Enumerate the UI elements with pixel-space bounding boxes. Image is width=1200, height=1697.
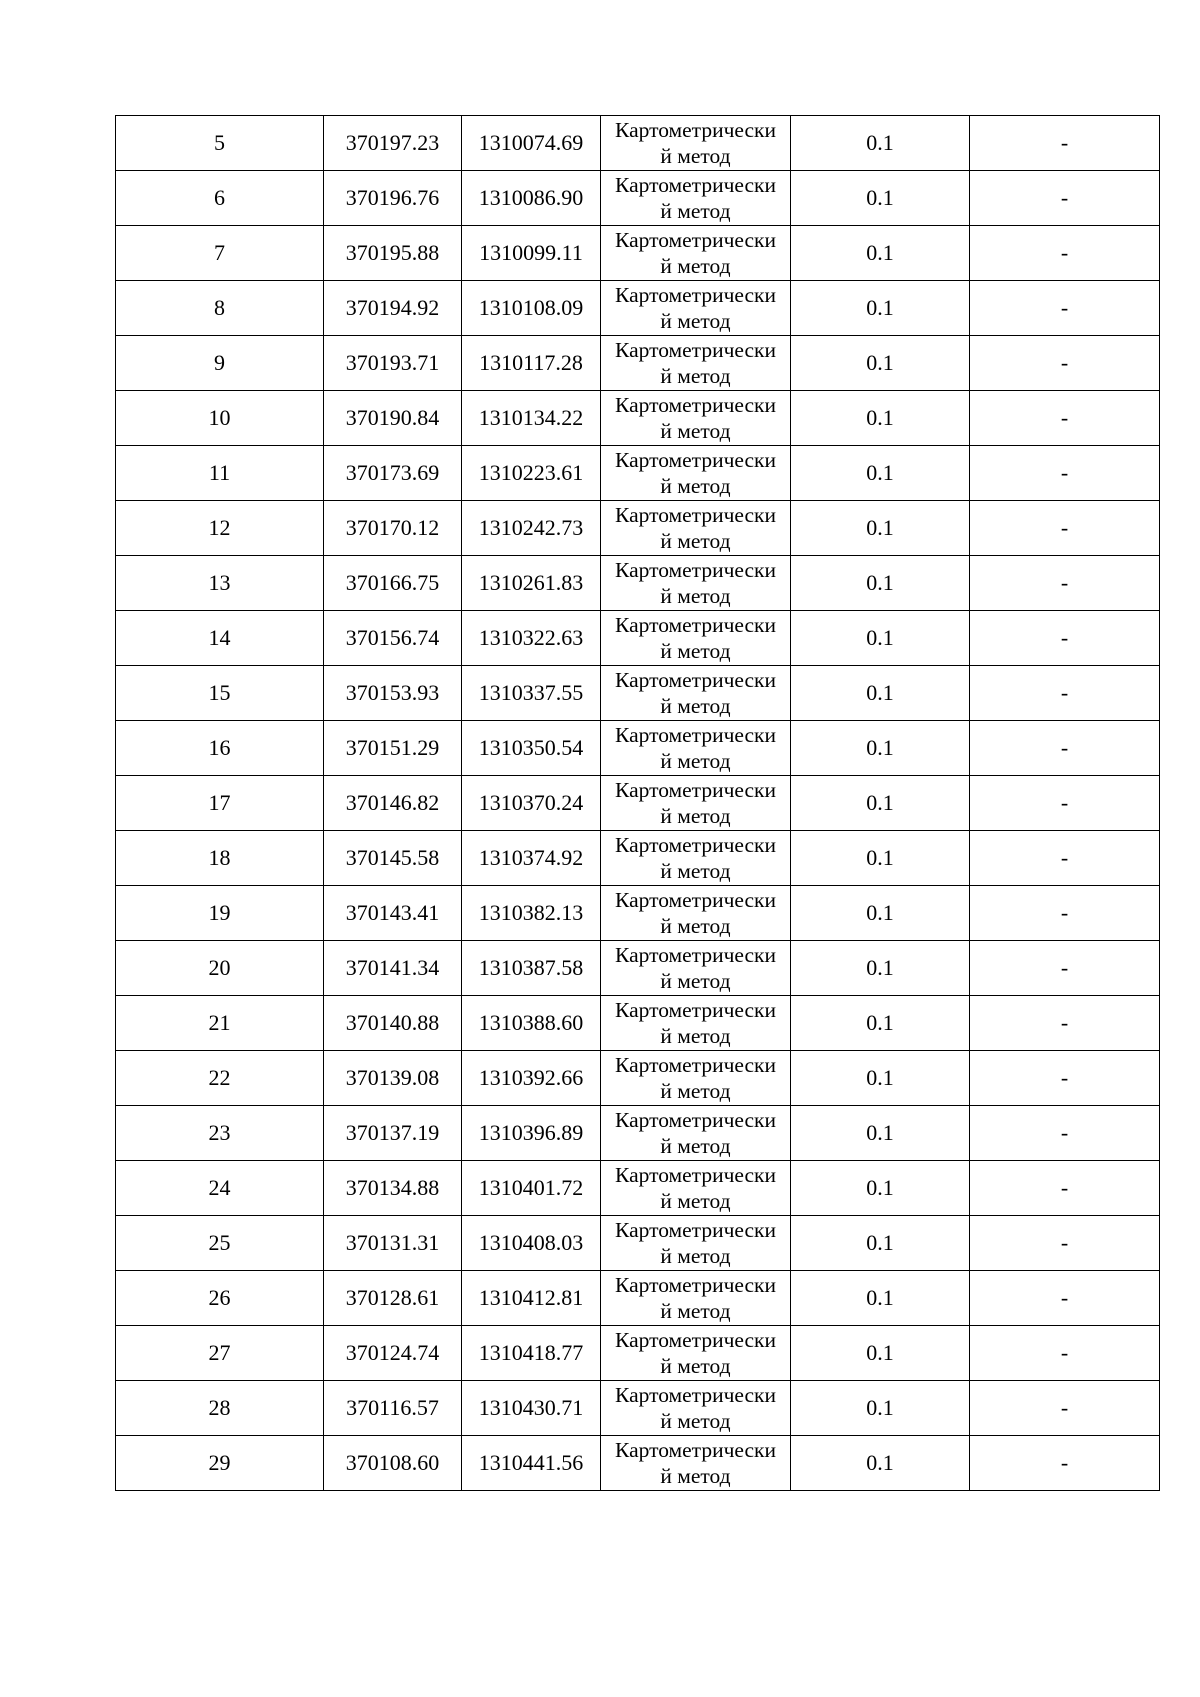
note-cell: - xyxy=(970,446,1160,501)
method-line-2: й метод xyxy=(660,144,731,168)
x-coordinate-cell: 370146.82 xyxy=(324,776,462,831)
method-line-1: Картометрически xyxy=(615,778,776,802)
method-line-1: Картометрически xyxy=(615,283,776,307)
accuracy-cell: 0.1 xyxy=(791,1161,970,1216)
accuracy-cell: 0.1 xyxy=(791,721,970,776)
accuracy-cell: 0.1 xyxy=(791,391,970,446)
x-coordinate-cell: 370194.92 xyxy=(324,281,462,336)
method-line-1: Картометрически xyxy=(615,833,776,857)
point-number-cell: 9 xyxy=(116,336,324,391)
method-line-1: Картометрически xyxy=(615,558,776,582)
note-cell: - xyxy=(970,391,1160,446)
method-cell xyxy=(601,996,791,1051)
method-cell xyxy=(601,666,791,721)
accuracy-cell: 0.1 xyxy=(791,1216,970,1271)
note-cell: - xyxy=(970,1216,1160,1271)
y-coordinate-cell: 1310223.61 xyxy=(462,446,601,501)
method-line-2: й метод xyxy=(660,309,731,333)
x-coordinate-cell: 370197.23 xyxy=(324,116,462,171)
note-cell: - xyxy=(970,776,1160,831)
table-row xyxy=(116,1051,1160,1106)
method-line-1: Картометрически xyxy=(615,668,776,692)
y-coordinate-cell: 1310374.92 xyxy=(462,831,601,886)
method-cell xyxy=(601,281,791,336)
table-row xyxy=(116,776,1160,831)
table-row xyxy=(116,1271,1160,1326)
note-cell: - xyxy=(970,1161,1160,1216)
method-line-2: й метод xyxy=(660,969,731,993)
y-coordinate-cell: 1310401.72 xyxy=(462,1161,601,1216)
accuracy-cell: 0.1 xyxy=(791,776,970,831)
table-row xyxy=(116,941,1160,996)
table-row xyxy=(116,226,1160,281)
accuracy-cell: 0.1 xyxy=(791,831,970,886)
note-cell: - xyxy=(970,831,1160,886)
method-cell xyxy=(601,831,791,886)
x-coordinate-cell: 370196.76 xyxy=(324,171,462,226)
method-cell xyxy=(601,1106,791,1161)
note-cell: - xyxy=(970,886,1160,941)
point-number-cell: 29 xyxy=(116,1436,324,1491)
method-cell xyxy=(601,1436,791,1491)
note-cell: - xyxy=(970,171,1160,226)
point-number-cell: 5 xyxy=(116,116,324,171)
table-row xyxy=(116,391,1160,446)
method-line-1: Картометрически xyxy=(615,1108,776,1132)
method-line-2: й метод xyxy=(660,694,731,718)
accuracy-cell: 0.1 xyxy=(791,1106,970,1161)
method-line-2: й метод xyxy=(660,859,731,883)
x-coordinate-cell: 370108.60 xyxy=(324,1436,462,1491)
method-cell xyxy=(601,1161,791,1216)
method-line-2: й метод xyxy=(660,1024,731,1048)
method-line-1: Картометрически xyxy=(615,1053,776,1077)
method-line-1: Картометрически xyxy=(615,338,776,362)
x-coordinate-cell: 370128.61 xyxy=(324,1271,462,1326)
coordinates-table-body xyxy=(116,116,1160,1491)
table-row xyxy=(116,611,1160,666)
note-cell: - xyxy=(970,1381,1160,1436)
method-cell xyxy=(601,391,791,446)
method-line-1: Картометрически xyxy=(615,613,776,637)
note-cell: - xyxy=(970,941,1160,996)
method-cell xyxy=(601,886,791,941)
table-row xyxy=(116,446,1160,501)
note-cell: - xyxy=(970,281,1160,336)
note-cell: - xyxy=(970,1106,1160,1161)
point-number-cell: 14 xyxy=(116,611,324,666)
method-line-2: й метод xyxy=(660,1299,731,1323)
table-row xyxy=(116,171,1160,226)
point-number-cell: 12 xyxy=(116,501,324,556)
note-cell: - xyxy=(970,1051,1160,1106)
method-line-2: й метод xyxy=(660,1134,731,1158)
point-number-cell: 16 xyxy=(116,721,324,776)
x-coordinate-cell: 370153.93 xyxy=(324,666,462,721)
method-line-2: й метод xyxy=(660,1079,731,1103)
method-line-2: й метод xyxy=(660,474,731,498)
y-coordinate-cell: 1310337.55 xyxy=(462,666,601,721)
accuracy-cell: 0.1 xyxy=(791,336,970,391)
y-coordinate-cell: 1310108.09 xyxy=(462,281,601,336)
method-line-1: Картометрически xyxy=(615,393,776,417)
point-number-cell: 21 xyxy=(116,996,324,1051)
method-line-1: Картометрически xyxy=(615,723,776,747)
x-coordinate-cell: 370140.88 xyxy=(324,996,462,1051)
table-row xyxy=(116,1216,1160,1271)
y-coordinate-cell: 1310261.83 xyxy=(462,556,601,611)
note-cell: - xyxy=(970,556,1160,611)
x-coordinate-cell: 370139.08 xyxy=(324,1051,462,1106)
method-cell xyxy=(601,1051,791,1106)
method-cell xyxy=(601,116,791,171)
accuracy-cell: 0.1 xyxy=(791,611,970,666)
accuracy-cell: 0.1 xyxy=(791,1271,970,1326)
point-number-cell: 28 xyxy=(116,1381,324,1436)
method-line-1: Картометрически xyxy=(615,1438,776,1462)
method-line-1: Картометрически xyxy=(615,1218,776,1242)
method-cell xyxy=(601,556,791,611)
x-coordinate-cell: 370193.71 xyxy=(324,336,462,391)
method-line-2: й метод xyxy=(660,254,731,278)
y-coordinate-cell: 1310408.03 xyxy=(462,1216,601,1271)
method-cell xyxy=(601,721,791,776)
point-number-cell: 15 xyxy=(116,666,324,721)
method-line-1: Картометрически xyxy=(615,1383,776,1407)
method-cell xyxy=(601,171,791,226)
point-number-cell: 6 xyxy=(116,171,324,226)
note-cell: - xyxy=(970,1271,1160,1326)
table-row xyxy=(116,1326,1160,1381)
y-coordinate-cell: 1310086.90 xyxy=(462,171,601,226)
point-number-cell: 20 xyxy=(116,941,324,996)
coordinates-table xyxy=(115,115,1160,1491)
x-coordinate-cell: 370141.34 xyxy=(324,941,462,996)
y-coordinate-cell: 1310350.54 xyxy=(462,721,601,776)
accuracy-cell: 0.1 xyxy=(791,281,970,336)
point-number-cell: 8 xyxy=(116,281,324,336)
accuracy-cell: 0.1 xyxy=(791,501,970,556)
method-line-1: Картометрически xyxy=(615,228,776,252)
y-coordinate-cell: 1310382.13 xyxy=(462,886,601,941)
y-coordinate-cell: 1310392.66 xyxy=(462,1051,601,1106)
table-row xyxy=(116,886,1160,941)
method-line-2: й метод xyxy=(660,749,731,773)
note-cell: - xyxy=(970,336,1160,391)
point-number-cell: 10 xyxy=(116,391,324,446)
y-coordinate-cell: 1310396.89 xyxy=(462,1106,601,1161)
method-line-2: й метод xyxy=(660,1244,731,1268)
method-line-1: Картометрически xyxy=(615,173,776,197)
point-number-cell: 19 xyxy=(116,886,324,941)
table-row xyxy=(116,996,1160,1051)
point-number-cell: 25 xyxy=(116,1216,324,1271)
note-cell: - xyxy=(970,1326,1160,1381)
method-line-1: Картометрически xyxy=(615,448,776,472)
method-line-2: й метод xyxy=(660,804,731,828)
y-coordinate-cell: 1310441.56 xyxy=(462,1436,601,1491)
x-coordinate-cell: 370151.29 xyxy=(324,721,462,776)
note-cell: - xyxy=(970,1436,1160,1491)
x-coordinate-cell: 370116.57 xyxy=(324,1381,462,1436)
method-line-2: й метод xyxy=(660,1354,731,1378)
method-line-1: Картометрически xyxy=(615,943,776,967)
method-line-1: Картометрически xyxy=(615,503,776,527)
y-coordinate-cell: 1310387.58 xyxy=(462,941,601,996)
accuracy-cell: 0.1 xyxy=(791,666,970,721)
method-cell xyxy=(601,446,791,501)
accuracy-cell: 0.1 xyxy=(791,226,970,281)
method-line-2: й метод xyxy=(660,914,731,938)
x-coordinate-cell: 370145.58 xyxy=(324,831,462,886)
point-number-cell: 22 xyxy=(116,1051,324,1106)
x-coordinate-cell: 370137.19 xyxy=(324,1106,462,1161)
method-cell xyxy=(601,501,791,556)
x-coordinate-cell: 370173.69 xyxy=(324,446,462,501)
method-line-2: й метод xyxy=(660,584,731,608)
note-cell: - xyxy=(970,501,1160,556)
note-cell: - xyxy=(970,721,1160,776)
table-row xyxy=(116,116,1160,171)
table-row xyxy=(116,1106,1160,1161)
point-number-cell: 24 xyxy=(116,1161,324,1216)
table-row xyxy=(116,501,1160,556)
accuracy-cell: 0.1 xyxy=(791,996,970,1051)
table-row xyxy=(116,666,1160,721)
accuracy-cell: 0.1 xyxy=(791,1436,970,1491)
note-cell: - xyxy=(970,226,1160,281)
x-coordinate-cell: 370131.31 xyxy=(324,1216,462,1271)
method-line-2: й метод xyxy=(660,1189,731,1213)
method-line-2: й метод xyxy=(660,419,731,443)
point-number-cell: 13 xyxy=(116,556,324,611)
accuracy-cell: 0.1 xyxy=(791,556,970,611)
table-row xyxy=(116,1161,1160,1216)
point-number-cell: 11 xyxy=(116,446,324,501)
method-line-2: й метод xyxy=(660,199,731,223)
x-coordinate-cell: 370134.88 xyxy=(324,1161,462,1216)
point-number-cell: 26 xyxy=(116,1271,324,1326)
method-line-1: Картометрически xyxy=(615,1273,776,1297)
note-cell: - xyxy=(970,116,1160,171)
point-number-cell: 7 xyxy=(116,226,324,281)
method-line-1: Картометрически xyxy=(615,1328,776,1352)
accuracy-cell: 0.1 xyxy=(791,1381,970,1436)
table-row xyxy=(116,1381,1160,1436)
y-coordinate-cell: 1310074.69 xyxy=(462,116,601,171)
x-coordinate-cell: 370156.74 xyxy=(324,611,462,666)
method-line-2: й метод xyxy=(660,529,731,553)
method-cell xyxy=(601,611,791,666)
x-coordinate-cell: 370143.41 xyxy=(324,886,462,941)
method-line-2: й метод xyxy=(660,1464,731,1488)
y-coordinate-cell: 1310117.28 xyxy=(462,336,601,391)
method-line-1: Картометрически xyxy=(615,998,776,1022)
method-cell xyxy=(601,226,791,281)
point-number-cell: 18 xyxy=(116,831,324,886)
method-cell xyxy=(601,941,791,996)
method-cell xyxy=(601,776,791,831)
accuracy-cell: 0.1 xyxy=(791,446,970,501)
method-cell xyxy=(601,1216,791,1271)
point-number-cell: 17 xyxy=(116,776,324,831)
method-cell xyxy=(601,1381,791,1436)
note-cell: - xyxy=(970,996,1160,1051)
y-coordinate-cell: 1310430.71 xyxy=(462,1381,601,1436)
x-coordinate-cell: 370166.75 xyxy=(324,556,462,611)
note-cell: - xyxy=(970,666,1160,721)
y-coordinate-cell: 1310134.22 xyxy=(462,391,601,446)
accuracy-cell: 0.1 xyxy=(791,171,970,226)
point-number-cell: 27 xyxy=(116,1326,324,1381)
x-coordinate-cell: 370190.84 xyxy=(324,391,462,446)
x-coordinate-cell: 370195.88 xyxy=(324,226,462,281)
y-coordinate-cell: 1310388.60 xyxy=(462,996,601,1051)
table-row xyxy=(116,831,1160,886)
method-cell xyxy=(601,336,791,391)
y-coordinate-cell: 1310242.73 xyxy=(462,501,601,556)
accuracy-cell: 0.1 xyxy=(791,941,970,996)
y-coordinate-cell: 1310322.63 xyxy=(462,611,601,666)
method-line-1: Картометрически xyxy=(615,888,776,912)
accuracy-cell: 0.1 xyxy=(791,116,970,171)
table-row xyxy=(116,1436,1160,1491)
x-coordinate-cell: 370124.74 xyxy=(324,1326,462,1381)
point-number-cell: 23 xyxy=(116,1106,324,1161)
table-row xyxy=(116,721,1160,776)
method-cell xyxy=(601,1326,791,1381)
y-coordinate-cell: 1310412.81 xyxy=(462,1271,601,1326)
table-row xyxy=(116,336,1160,391)
method-line-1: Картометрически xyxy=(615,1163,776,1187)
table-row xyxy=(116,281,1160,336)
method-line-2: й метод xyxy=(660,1409,731,1433)
method-cell xyxy=(601,1271,791,1326)
method-line-2: й метод xyxy=(660,639,731,663)
method-line-1: Картометрически xyxy=(615,118,776,142)
y-coordinate-cell: 1310099.11 xyxy=(462,226,601,281)
accuracy-cell: 0.1 xyxy=(791,1051,970,1106)
accuracy-cell: 0.1 xyxy=(791,1326,970,1381)
y-coordinate-cell: 1310418.77 xyxy=(462,1326,601,1381)
method-line-2: й метод xyxy=(660,364,731,388)
x-coordinate-cell: 370170.12 xyxy=(324,501,462,556)
note-cell: - xyxy=(970,611,1160,666)
y-coordinate-cell: 1310370.24 xyxy=(462,776,601,831)
accuracy-cell: 0.1 xyxy=(791,886,970,941)
table-row xyxy=(116,556,1160,611)
